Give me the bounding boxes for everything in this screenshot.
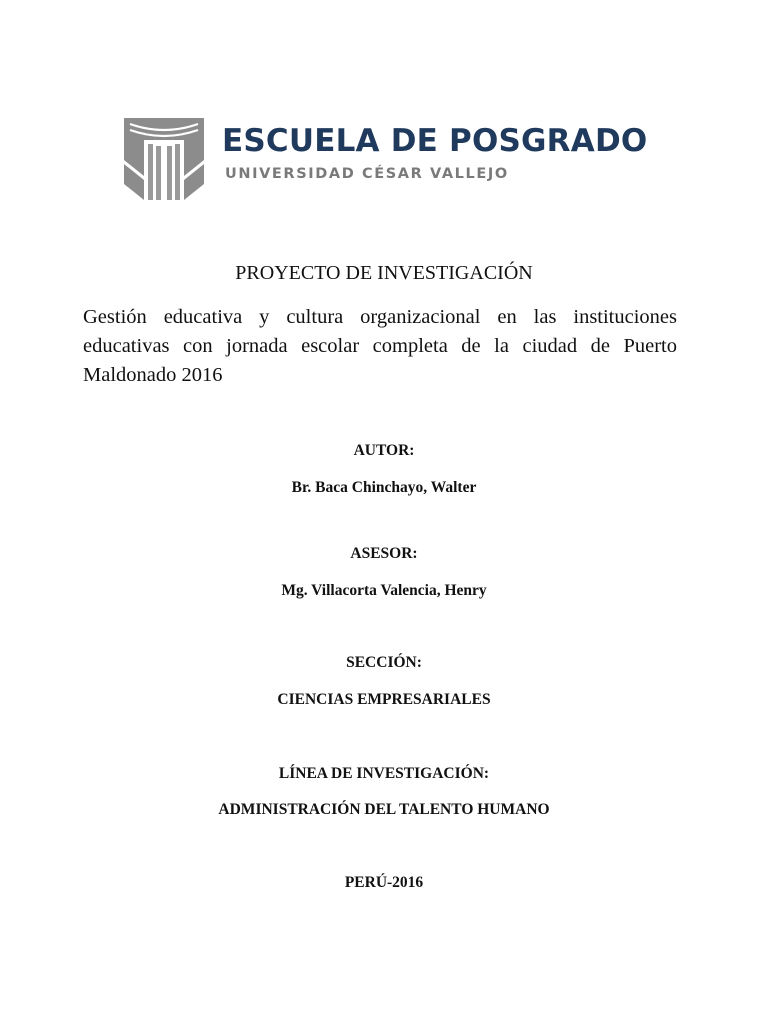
document-title: Gestión educativa y cultura organizacional en las instituciones educativas con jornada escolar completa de la ciudad de Puerto Maldonado 2016	[83, 306, 677, 386]
advisor-name: Mg. Villacorta Valencia, Henry	[281, 582, 487, 599]
research-line-label: LÍNEA DE INVESTIGACIÓN:	[278, 765, 490, 782]
logo-subtitle: UNIVERSIDAD CÉSAR VALLEJO	[225, 166, 509, 182]
author-name: Br. Baca Chinchayo, Walter	[291, 479, 477, 496]
place-year: PERÚ-2016	[344, 874, 424, 891]
university-logo	[122, 116, 648, 202]
shield-logo-icon	[122, 116, 206, 200]
advisor-label: ASESOR:	[350, 545, 418, 562]
section-label: SECCIÓN:	[346, 654, 422, 671]
logo-title: ESCUELA DE POSGRADO	[222, 123, 648, 159]
research-line-value: ADMINISTRACIÓN DEL TALENTO HUMANO	[218, 801, 550, 818]
document-type-heading: PROYECTO DE INVESTIGACIÓN	[235, 262, 533, 284]
section-value: CIENCIAS EMPRESARIALES	[277, 691, 491, 708]
author-label: AUTOR:	[353, 442, 415, 459]
